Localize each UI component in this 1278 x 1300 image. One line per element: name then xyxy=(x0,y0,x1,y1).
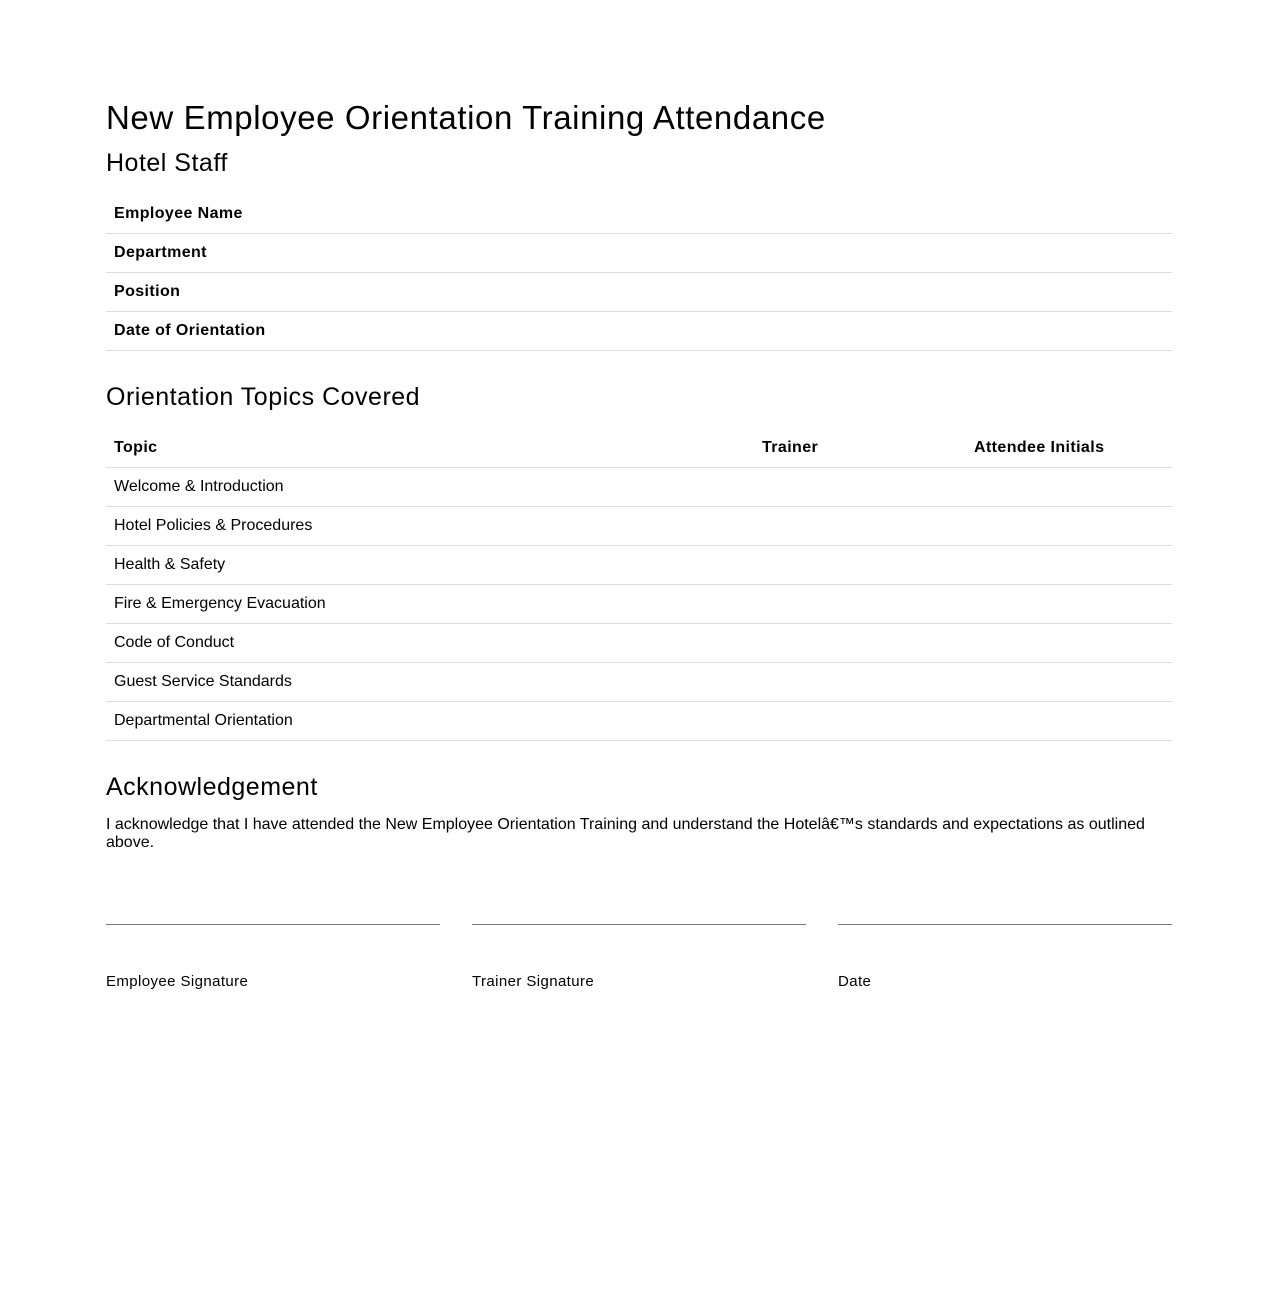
trainer-column-header: Trainer xyxy=(754,429,966,468)
acknowledgement-text: I acknowledge that I have attended the New Employee Orientation Training and understand the Hotelâ€™s standards and expectations as outlined above. xyxy=(106,816,1145,851)
table-row xyxy=(106,507,1172,546)
table-row xyxy=(106,546,1172,585)
initials-cell[interactable] xyxy=(966,585,1172,624)
table-row xyxy=(106,702,1172,741)
info-row-department xyxy=(106,234,1172,273)
table-row xyxy=(106,585,1172,624)
initials-column-header: Attendee Initials xyxy=(966,429,1172,468)
initials-cell[interactable] xyxy=(966,507,1172,546)
initials-cell[interactable] xyxy=(966,663,1172,702)
topics-header-row xyxy=(106,429,1172,468)
employee-signature-line[interactable] xyxy=(106,924,440,925)
trainer-signature-label: Trainer Signature xyxy=(472,973,595,990)
date-of-orientation-label: Date of Orientation xyxy=(106,312,1079,351)
page-subtitle: Hotel Staff xyxy=(106,149,228,177)
info-row-position xyxy=(106,273,1172,312)
topic-cell: Departmental Orientation xyxy=(106,702,754,741)
trainer-cell[interactable] xyxy=(754,663,966,702)
trainer-cell[interactable] xyxy=(754,468,966,507)
acknowledgement-title: Acknowledgement xyxy=(106,773,318,801)
topic-cell: Fire & Emergency Evacuation xyxy=(106,585,754,624)
table-row xyxy=(106,624,1172,663)
acknowledgement-section xyxy=(106,772,1172,852)
topic-cell: Hotel Policies & Procedures xyxy=(106,507,754,546)
page-title: New Employee Orientation Training Attendance xyxy=(106,99,826,136)
date-of-orientation-value[interactable] xyxy=(1079,312,1172,351)
table-row xyxy=(106,468,1172,507)
initials-cell[interactable] xyxy=(966,702,1172,741)
initials-cell[interactable] xyxy=(966,624,1172,663)
date-signature-label: Date xyxy=(838,973,872,990)
topics-section-title: Orientation Topics Covered xyxy=(106,383,421,411)
trainer-cell[interactable] xyxy=(754,585,966,624)
employee-name-label: Employee Name xyxy=(106,195,1079,234)
employee-name-value[interactable] xyxy=(1079,195,1172,234)
employee-signature-label: Employee Signature xyxy=(106,973,249,990)
trainer-cell[interactable] xyxy=(754,624,966,663)
topic-cell: Health & Safety xyxy=(106,546,754,585)
topics-section xyxy=(106,382,1172,741)
position-label: Position xyxy=(106,273,1079,312)
department-label: Department xyxy=(106,234,1079,273)
position-value[interactable] xyxy=(1079,273,1172,312)
table-row xyxy=(106,663,1172,702)
topics-table xyxy=(106,429,1172,741)
date-signature-line[interactable] xyxy=(838,924,1172,925)
orientation-form xyxy=(106,0,1172,991)
trainer-cell[interactable] xyxy=(754,546,966,585)
signature-row xyxy=(106,924,1172,991)
initials-cell[interactable] xyxy=(966,468,1172,507)
department-value[interactable] xyxy=(1079,234,1172,273)
employee-signature-block xyxy=(106,924,440,991)
initials-cell[interactable] xyxy=(966,546,1172,585)
trainer-signature-line[interactable] xyxy=(472,924,806,925)
topic-column-header: Topic xyxy=(106,429,754,468)
trainer-cell[interactable] xyxy=(754,702,966,741)
topic-cell: Code of Conduct xyxy=(106,624,754,663)
topic-cell: Guest Service Standards xyxy=(106,663,754,702)
trainer-signature-block xyxy=(472,924,806,991)
info-row-date-of-orientation xyxy=(106,312,1172,351)
topic-cell: Welcome & Introduction xyxy=(106,468,754,507)
trainer-cell[interactable] xyxy=(754,507,966,546)
employee-info-table xyxy=(106,195,1172,351)
info-row-employee-name xyxy=(106,195,1172,234)
date-signature-block xyxy=(838,924,1172,991)
